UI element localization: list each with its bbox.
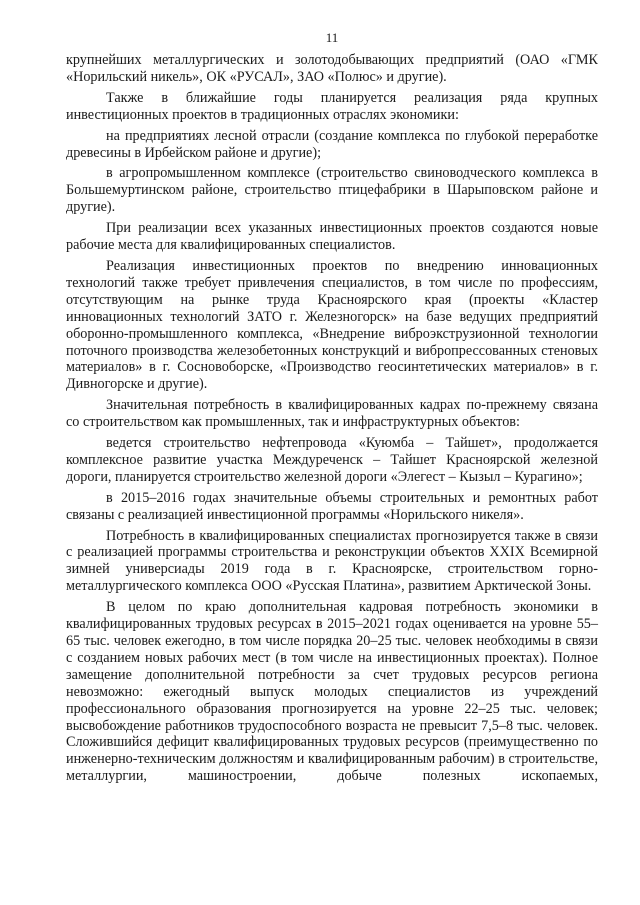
paragraph-new-jobs: При реализации всех указанных инвестиционных проектов создаются новые рабочие места для квалифицированных специалистов. bbox=[66, 220, 598, 254]
paragraph-universiade: Потребность в квалифицированных специалистах прогнозируется также в связи с реализацией программы строительства и реконструкции объектов XXIX Всемирной зимней универсиады 2019 года в г. Красноярске, строительством горно-металлургического комплекса ООО «Русская Платина», развитием Арктической Зоны. bbox=[66, 527, 598, 595]
paragraph-agro-industry: в агропромышленном комплексе (строительство свиноводческого комплекса в Большемуртинском районе, строительство птицефабрики в Шарыповском районе и другие). bbox=[66, 165, 598, 216]
document-body bbox=[66, 52, 598, 785]
paragraph-norilsk-program: в 2015–2016 годах значительные объемы строительных и ремонтных работ связаны с реализацией инвестиционной программы «Норильского никеля». bbox=[66, 489, 598, 523]
paragraph-forest-industry: на предприятиях лесной отрасли (создание комплекса по глубокой переработке древесины в Ирбейском районе и другие); bbox=[66, 127, 598, 161]
paragraph-innovation-projects: Реализация инвестиционных проектов по внедрению инновационных технологий также требует привлечения специалистов, в том числе по профессиям, отсутствующим на рынке труда Красноярского края (проекты «Кластер инновационных технологий ЗАТО г. Железногорск» на базе ведущих предприятий оборонно-промышленного комплекса, «Внедрение виброэкструзионной технологии поточного производства железобетонных конструкций и вибропрессованных стеновых материалов» в г. Сосновоборске, «Производство геосинтетических материалов» в г. Дивногорске и другие). bbox=[66, 257, 598, 393]
paragraph-pipeline-railway: ведется строительство нефтепровода «Куюмба – Тайшет», продолжается комплексное развитие участка Междуреченск – Тайшет Красноярской железной дороги, планируется строительство железной дороги «Элегест – Кызыл – Курагино»; bbox=[66, 435, 598, 485]
paragraph-labor-demand: В целом по краю дополнительная кадровая потребность экономики в квалифицированных трудовых ресурсах в 2015–2021 годах оценивается на уровне 55–65 тыс. человек ежегодно, в том числе порядка 20–25 тыс. человек необходимы в связи с созданием новых рабочих мест (в том числе на инвестиционных проектах). Полное замещение дополнительной потребности за счет трудовых ресурсов региона невозможно: ежегодный выпуск молодых специалистов из учреждений профессионального образования прогнозируется на уровне 22–25 тыс. человек; высвобождение работников трудоспособного возраста не превысит 7,5–8 тыс. человек. Сложившийся дефицит квалифицированных трудовых ресурсов (преимущественно по инженерно-техническим должностям и квалифицированным рабочим) в строительстве, металлургии, машиностроении, добыче полезных ископаемых, bbox=[66, 599, 598, 785]
paragraph-continuation: крупнейших металлургических и золотодобывающих предприятий (ОАО «ГМК «Норильский никель», ОК «РУСАЛ», ЗАО «Полюс» и другие). bbox=[66, 52, 598, 85]
paragraph-construction-demand: Значительная потребность в квалифицированных кадрах по-прежнему связана со строительством как промышленных, так и инфраструктурных объектов: bbox=[66, 397, 598, 431]
paragraph-investment-projects: Также в ближайшие годы планируется реализация ряда крупных инвестиционных проектов в традиционных отраслях экономики: bbox=[66, 89, 598, 123]
page-number: 11 bbox=[325, 30, 339, 45]
